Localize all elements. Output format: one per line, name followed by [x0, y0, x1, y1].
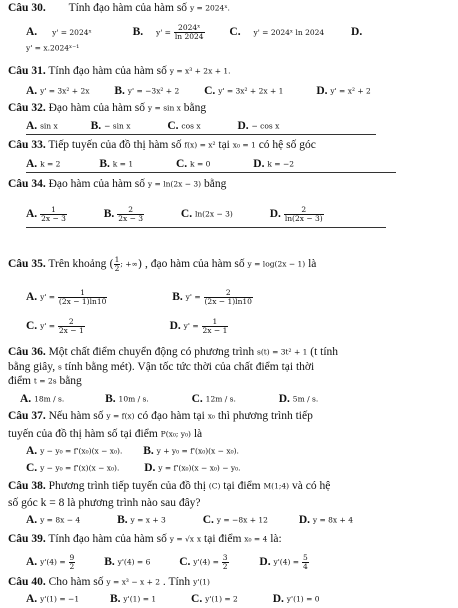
q33-stem-line: [8, 138, 316, 152]
q39-label: Câu 39.: [8, 533, 46, 545]
q34-option-d: [284, 206, 324, 223]
q37-option-b: y + y₀ = f'(x₀)(x − x₀).: [156, 446, 239, 456]
q37-point: P(x₀; y₀): [160, 429, 191, 439]
q32-options-underline: [26, 134, 376, 135]
q39-option-a: [69, 554, 76, 571]
q35-a-num: 1: [80, 287, 86, 297]
q33-option-b: k = 1: [112, 159, 134, 169]
q35-option-a-label: A.: [26, 291, 38, 303]
q36-text3a: điểm: [8, 375, 31, 387]
q40-option-d-label: D.: [272, 593, 284, 605]
q34-d-num: 2: [301, 204, 307, 214]
q36-line2: [8, 360, 314, 374]
q35-option-d: [202, 318, 229, 335]
q39-option-b: y'(4) = 6: [117, 557, 151, 567]
q35-stem: Trên khoảng: [48, 258, 107, 270]
q35-tail: là: [308, 258, 317, 270]
q35-option-b-label: B.: [172, 291, 183, 303]
q34-a-num: 1: [51, 204, 56, 214]
q35-interval-open: (: [109, 257, 114, 271]
q38-option-c-label: C.: [202, 514, 214, 526]
q32-option-c: cos x: [181, 121, 201, 131]
q33-tail: có hệ số góc: [258, 139, 316, 151]
q38-option-a-label: A.: [26, 514, 38, 526]
q34-option-b-label: B.: [103, 208, 115, 220]
q35-option-c: [58, 318, 85, 335]
q34-d-den: ln(2x − 3): [284, 213, 323, 223]
q35-d-pre: y' =: [183, 321, 199, 331]
q33-label: Câu 33.: [8, 139, 46, 151]
q40-option-a-label: A.: [26, 593, 38, 605]
q35-option-b: [204, 289, 253, 306]
q35-d-num: 1: [212, 316, 218, 326]
q37-label: Câu 37.: [8, 410, 46, 422]
q34-label: Câu 34.: [8, 178, 46, 190]
q35-option-d-label: D.: [169, 320, 181, 332]
q34-option-b: [117, 206, 144, 223]
q37-text1c: thì phương trình tiếp: [217, 410, 313, 422]
q33-option-b-label: B.: [99, 158, 110, 170]
q39-mid: tại điểm: [204, 533, 242, 545]
q36-s: s: [58, 362, 62, 372]
q40-option-d: y'(1) = 0: [286, 594, 320, 604]
q35-d-den: 2x − 1: [202, 325, 228, 335]
q38-option-c: y = −8x + 12: [216, 515, 268, 525]
q40-option-c: y'(1) = 2: [205, 594, 238, 604]
q38-option-d: y = 8x + 4: [312, 515, 353, 525]
q30-option-c: y' = 2024ˣ ln 2024: [253, 27, 325, 37]
q36-text2b: tính bằng mét). Vận tốc tức thời của chất điểm tại thời: [64, 361, 315, 373]
q36-line1: [8, 345, 338, 359]
q38-line2: [8, 496, 201, 510]
q33-function: f(x) = x²: [184, 140, 216, 150]
q34-function: y = ln(2x − 3): [147, 179, 202, 189]
q39-stem: Tính đạo hàm của hàm số: [48, 533, 167, 545]
q39-c-den: 2: [222, 561, 228, 571]
q39-option-d-label: D.: [259, 556, 271, 568]
q38-text2: số góc k = 8 là phương trình nào sau đây?: [8, 497, 201, 509]
q39-tail: là:: [270, 533, 282, 545]
q36-function: s(t) = 3t² + 1: [257, 347, 308, 357]
q32-label: Câu 32.: [8, 102, 46, 114]
q33-option-c: k = 0: [190, 159, 211, 169]
q34-option-a: [40, 206, 67, 223]
q31-option-b: y' = −3x² + 2: [127, 86, 180, 96]
q31-option-c: y' = 3x² + 2x + 1: [218, 86, 284, 96]
q36-line3: [8, 374, 82, 388]
q39-option-d: [302, 554, 309, 571]
q37-option-c-label: C.: [26, 462, 38, 474]
q35-stem-line: [8, 253, 316, 275]
q31-option-c-label: C.: [204, 85, 216, 97]
q36-text1: Một chất điểm chuyển động có phương trình: [48, 346, 255, 358]
q34-options: [26, 202, 324, 226]
q38-text1a: Phương trình tiếp tuyến của đồ thị: [48, 480, 206, 492]
q35-iv-num: 1: [114, 254, 120, 264]
q36-time: t = 2s: [33, 376, 57, 386]
q31-label: Câu 31.: [8, 65, 46, 77]
q39-d-num: 5: [302, 552, 308, 562]
q36-option-a-label: A.: [20, 393, 32, 405]
q31-option-b-label: B.: [114, 85, 125, 97]
q32-option-a-label: A.: [26, 120, 38, 132]
q33-option-a: k = 2: [40, 159, 61, 169]
q38-curve: (C): [208, 481, 221, 491]
q37-function: y = f(x): [106, 411, 135, 421]
q32-option-d: − cos x: [251, 121, 280, 131]
q32-tail: bằng: [183, 102, 207, 114]
q40-option-b: y'(1) = 1: [123, 594, 157, 604]
q38-point: M(1;4): [263, 481, 290, 491]
q34-stem-line: [8, 177, 226, 191]
q36-option-c: 12m / s.: [205, 394, 236, 404]
q39-option-b-label: B.: [104, 556, 115, 568]
q30-option-d-line: [26, 41, 79, 55]
q30-b-num: 2024ˣ: [178, 23, 201, 32]
q35-interval-tail: ; +∞: [120, 259, 138, 269]
q35-function: y = log(2x − 1): [247, 259, 306, 269]
q37-line2: [8, 427, 202, 441]
q36-option-a: 18m / s.: [34, 394, 65, 404]
q32-stem-line: [8, 101, 206, 115]
q35-b-den: (2x − 1)ln10: [204, 296, 252, 306]
q35-a-den: (2x − 1)ln10: [58, 296, 107, 306]
q35-option-a: [58, 289, 107, 306]
q34-option-a-label: A.: [26, 208, 38, 220]
q30-option-a-label: A.: [26, 26, 38, 39]
q35-interval-close: ): [137, 257, 143, 271]
q38-options: [26, 513, 353, 527]
q31-function: y = x³ + 2x + 1.: [169, 66, 231, 76]
q40-ask: y'(1): [193, 577, 210, 587]
q36-option-b: 10m / s.: [118, 394, 149, 404]
q39-options: [26, 551, 309, 573]
q40-stem-line: [8, 575, 210, 589]
q30-options: [26, 24, 362, 41]
q40-option-b-label: B.: [109, 593, 121, 605]
q31-options: [26, 84, 371, 98]
q37-line1: [8, 409, 313, 423]
q39-function: y = √x: [169, 534, 195, 544]
q37-x0: x₀: [207, 411, 215, 421]
q33-options: [26, 157, 294, 171]
q35-c-pre: y' =: [40, 321, 56, 331]
q32-option-a: sin x: [40, 121, 58, 131]
q33-option-d-label: D.: [253, 158, 265, 170]
q30-b-den: ln 2024: [174, 32, 204, 41]
q36-option-d-label: D.: [278, 393, 290, 405]
q31-stem: Tính đạo hàm của hàm số: [48, 65, 167, 77]
q35-c-den: 2x − 1: [58, 325, 84, 335]
q37-option-b-label: B.: [143, 445, 154, 457]
q35-iv-den: 2: [114, 263, 120, 273]
q37-option-d-label: D.: [144, 462, 156, 474]
q40-mid: . Tính: [162, 576, 191, 588]
q35-b-num: 2: [225, 287, 231, 297]
q39-a-pre: y'(4) =: [40, 557, 66, 567]
q37-option-d: y = f'(x₀)(x − x₀) − y₀.: [158, 463, 241, 473]
q37-option-a: y − y₀ = f'(x₀)(x − x₀).: [40, 446, 123, 456]
q37-text2b: là: [193, 428, 203, 440]
q30-label: Câu 30.: [8, 2, 46, 14]
q39-option-c: [222, 554, 229, 571]
q35-option-c-label: C.: [26, 320, 38, 332]
q33-option-c-label: C.: [175, 158, 188, 170]
q36-options: [20, 392, 318, 406]
q35-options-row2: [26, 315, 228, 337]
q38-option-b-label: B.: [117, 514, 128, 526]
q32-option-b: − sin x: [104, 121, 131, 131]
q37-option-a-label: A.: [26, 445, 38, 457]
q30-option-b-label: B.: [132, 26, 144, 39]
q38-option-b: y = x + 3: [130, 515, 166, 525]
q32-function: y = sin x: [147, 103, 181, 113]
q39-a-den: 2: [69, 561, 75, 571]
q35-label: Câu 35.: [8, 258, 46, 270]
q40-function: y = x³ − x + 2: [106, 577, 161, 587]
q40-options: [26, 592, 320, 606]
q35-c-num: 2: [68, 316, 74, 326]
q31-option-a: y' = 3x² + 2x: [40, 86, 90, 96]
q39-option-a-label: A.: [26, 556, 38, 568]
q33-options-underline: [26, 172, 396, 173]
q39-d-pre: y'(4) =: [273, 557, 300, 567]
q39-c-pre: y'(4) =: [193, 557, 219, 567]
q40-option-c-label: C.: [191, 593, 203, 605]
q38-option-d-label: D.: [298, 514, 310, 526]
q37-text1a: Nếu hàm số: [48, 410, 104, 422]
q36-text3b: bằng: [59, 375, 82, 387]
q34-option-d-label: D.: [269, 208, 281, 220]
q34-options-underline: [26, 227, 386, 228]
q30-option-b-pre: y' =: [155, 27, 171, 37]
q30-stem-line: [8, 1, 230, 15]
q35-b-pre: y' =: [185, 292, 201, 302]
q34-option-c: ln(2x − 3): [194, 209, 233, 219]
q33-point: x₀ = 1: [232, 140, 256, 150]
q33-mid: tại: [218, 139, 230, 151]
q40-option-a: y'(1) = −1: [40, 594, 80, 604]
q32-option-d-label: D.: [237, 120, 249, 132]
q39-option-c-label: C.: [179, 556, 191, 568]
q40-stem: Cho hàm số: [48, 576, 104, 588]
q38-line1: [8, 479, 330, 493]
q33-option-d: k = −2: [267, 159, 295, 169]
q30-option-c-label: C.: [229, 26, 241, 39]
q37-option-c: y − y₀ = f'(x)(x − x₀).: [40, 463, 120, 473]
q30-option-b-fraction: [174, 24, 205, 41]
q39-x: x: [196, 534, 202, 544]
q40-label: Câu 40.: [8, 576, 46, 588]
q32-stem: Đạo hàm của hàm số: [48, 102, 146, 114]
q39-a-num: 9: [69, 552, 75, 562]
q39-c-num: 3: [222, 552, 228, 562]
q34-a-den: 2x − 3: [41, 213, 66, 223]
q34-stem: Đạo hàm của hàm số: [48, 178, 146, 190]
q31-option-d: y' = x² + 2: [330, 86, 371, 96]
q31-option-a-label: A.: [26, 85, 38, 97]
q37-text2a: tuyến của đồ thị hàm số tại điểm: [8, 428, 158, 440]
q35-options-row1: [26, 286, 253, 308]
q38-option-a: y = 8x − 4: [40, 515, 81, 525]
q30-option-d: y' = x.2024ˣ⁻¹: [26, 43, 80, 53]
q39-point: x₀ = 4: [244, 534, 268, 544]
q37-options-row1: [26, 444, 239, 458]
q39-d-den: 4: [302, 561, 308, 571]
q32-option-b-label: B.: [90, 120, 102, 132]
q35-a-pre: y' =: [40, 292, 56, 302]
q31-stem-line: [8, 64, 231, 78]
q37-options-row2: [26, 461, 241, 475]
q36-text2a: bằng giây,: [8, 361, 56, 373]
q36-option-d: 5m / s.: [292, 394, 319, 404]
q34-tail: bằng: [203, 178, 227, 190]
q30-option-d-label: D.: [351, 26, 363, 39]
q36-option-c-label: C.: [191, 393, 203, 405]
q32-options: [26, 119, 279, 133]
q36-t-note: (t tính: [310, 346, 339, 358]
q30-option-a: y' = 2024ˣ: [52, 27, 92, 37]
q34-b-num: 2: [128, 204, 133, 214]
q37-text1b: có đạo hàm tại: [137, 410, 205, 422]
q30-stem: Tính đạo hàm của hàm số: [68, 2, 188, 14]
q35-mid: , đạo hàm của hàm số: [145, 258, 245, 270]
q38-text1c: và có hệ: [291, 480, 331, 492]
q36-option-b-label: B.: [105, 393, 116, 405]
q33-option-a-label: A.: [26, 158, 38, 170]
q32-option-c-label: C.: [167, 120, 179, 132]
q39-stem-line: [8, 532, 282, 546]
q34-option-c-label: C.: [180, 208, 193, 220]
q33-stem: Tiếp tuyến của đồ thị hàm số: [48, 139, 182, 151]
q38-text1b: tại điểm: [223, 480, 261, 492]
q30-function: y = 2024ˣ.: [189, 3, 230, 13]
q38-label: Câu 38.: [8, 480, 46, 492]
q34-b-den: 2x − 3: [118, 213, 144, 223]
q31-option-d-label: D.: [316, 85, 328, 97]
q36-label: Câu 36.: [8, 346, 46, 358]
